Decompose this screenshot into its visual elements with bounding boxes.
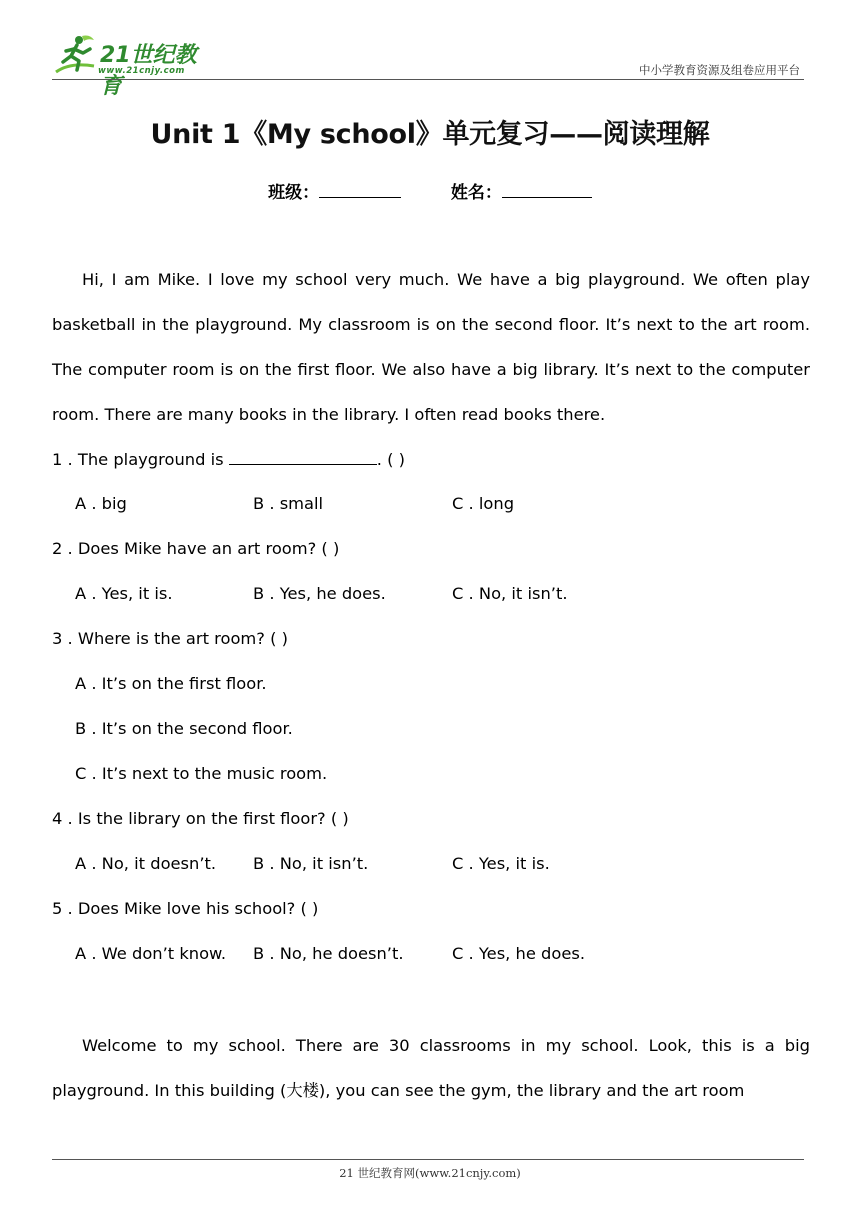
- page-title: Unit 1《My school》单元复习——阅读理解: [150, 119, 710, 150]
- q1-option-b: B . small: [253, 494, 324, 513]
- q2-option-a: A . Yes, it is.: [75, 584, 173, 603]
- question-5: 5 . Does Mike love his school? ( ): [52, 899, 319, 918]
- student-info: [0, 178, 860, 203]
- logo-url: www.21cnjy.com: [98, 66, 185, 76]
- answer-blank: [229, 449, 377, 465]
- running-man-logo-icon: [52, 32, 98, 78]
- question-4: 4 . Is the library on the first floor? ( ): [52, 809, 349, 828]
- name-blank: [502, 183, 592, 198]
- reading-passage-1: Hi, I am Mike. I love my school very much. We have a big playground. We often play basketball in the playground. My classroom is on the second floor. It’s next to the art room. The computer room is on the first floor. We also have a big library. It’s next to the computer room. There are many books in the library. I often read books there.: [52, 270, 810, 424]
- reading-passage-2: Welcome to my school. There are 30 classrooms in my school. Look, this is a big playground. In this building (大楼), you can see the gym, the library and the art room: [52, 1036, 810, 1100]
- name-label: 姓名：: [450, 183, 502, 203]
- q1-option-c: C . long: [452, 494, 515, 513]
- q4-option-c: C . Yes, it is.: [452, 854, 550, 873]
- q2-option-c: C . No, it isn’t.: [452, 584, 568, 603]
- q3-option-b: B . It’s on the second floor.: [75, 719, 293, 738]
- q4-option-a: A . No, it doesn’t.: [75, 854, 217, 873]
- q5-option-b: B . No, he doesn’t.: [253, 944, 404, 963]
- q3-option-a: A . It’s on the first floor.: [75, 674, 267, 693]
- question-1-stem: 1 . The playground is: [52, 450, 229, 469]
- platform-slogan: 中小学教育资源及组卷应用平台: [639, 63, 800, 77]
- q3-option-c: C . It’s next to the music room.: [75, 764, 328, 783]
- q2-option-b: B . Yes, he does.: [253, 584, 386, 603]
- q1-option-a: A . big: [75, 494, 127, 513]
- q4-option-b: B . No, it isn’t.: [253, 854, 369, 873]
- page-header: [52, 28, 804, 99]
- footer-divider: [52, 1159, 804, 1160]
- logo-text: 21世纪教育: [100, 43, 197, 99]
- question-1: [52, 449, 405, 469]
- q5-option-a: A . We don’t know.: [75, 944, 227, 963]
- question-3: 3 . Where is the art room? ( ): [52, 629, 288, 648]
- class-blank: [319, 183, 401, 198]
- question-1-bracket: . ( ): [376, 450, 406, 469]
- question-2: 2 . Does Mike have an art room? ( ): [52, 539, 340, 558]
- page-footer: 21 世纪教育网(www.21cnjy.com): [339, 1166, 521, 1180]
- header-divider: [52, 79, 804, 80]
- class-label: 班级：: [268, 183, 320, 203]
- q5-option-c: C . Yes, he does.: [452, 944, 586, 963]
- site-logo: [52, 32, 217, 99]
